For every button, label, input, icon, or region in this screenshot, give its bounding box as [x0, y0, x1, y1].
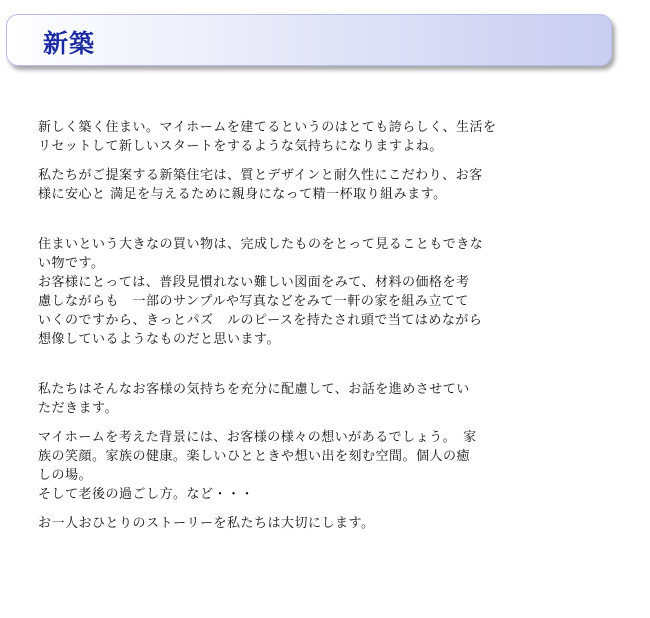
- paragraph-big-purchase: 住まいという大きなの買い物は、完成したものをとって見ることもできな い物です。 お客様にとっては、普段見慣れない難しい図面をみて、材料の価格を考 慮しながらも 一部のサンプルや写真などをみて一軒の家を組み立てて いくのですから、きっとパズ ルのピースを持たされ頭で当てはめながら 想像しているようなものだと思います。: [38, 237, 484, 347]
- paragraph-background: マイホームを考えた背景には、お客様の様々の想いがあるでしょう。 家 族の笑顔。家族の健康。楽しいひとときや想い出を刻む空間。個人の癒 しの場。 そして老後の過ごし方。など・・・: [38, 430, 477, 502]
- page-header: [6, 14, 612, 66]
- page-title: 新築: [43, 29, 96, 58]
- paragraph-consideration: 私たちはそんなお客様の気持ちを充分に配慮して、お話を進めさせてい ただきます。: [38, 382, 470, 416]
- paragraph-intro: 新しく築く住まい。マイホームを建てるというのはとても誇らしく、生活を リセットして新しいスタートをするような気持ちになりますよね。: [38, 120, 497, 154]
- body-text: [38, 118, 574, 543]
- paragraph-story: お一人おひとりのストーリーを私たちは大切にします。: [38, 516, 375, 531]
- paragraph-proposal: 私たちがご提案する新築住宅は、質とデザインと耐久性にこだわり、お客 様に安心と 満足を与えるために親身になって精一杯取り組みます。: [38, 168, 483, 202]
